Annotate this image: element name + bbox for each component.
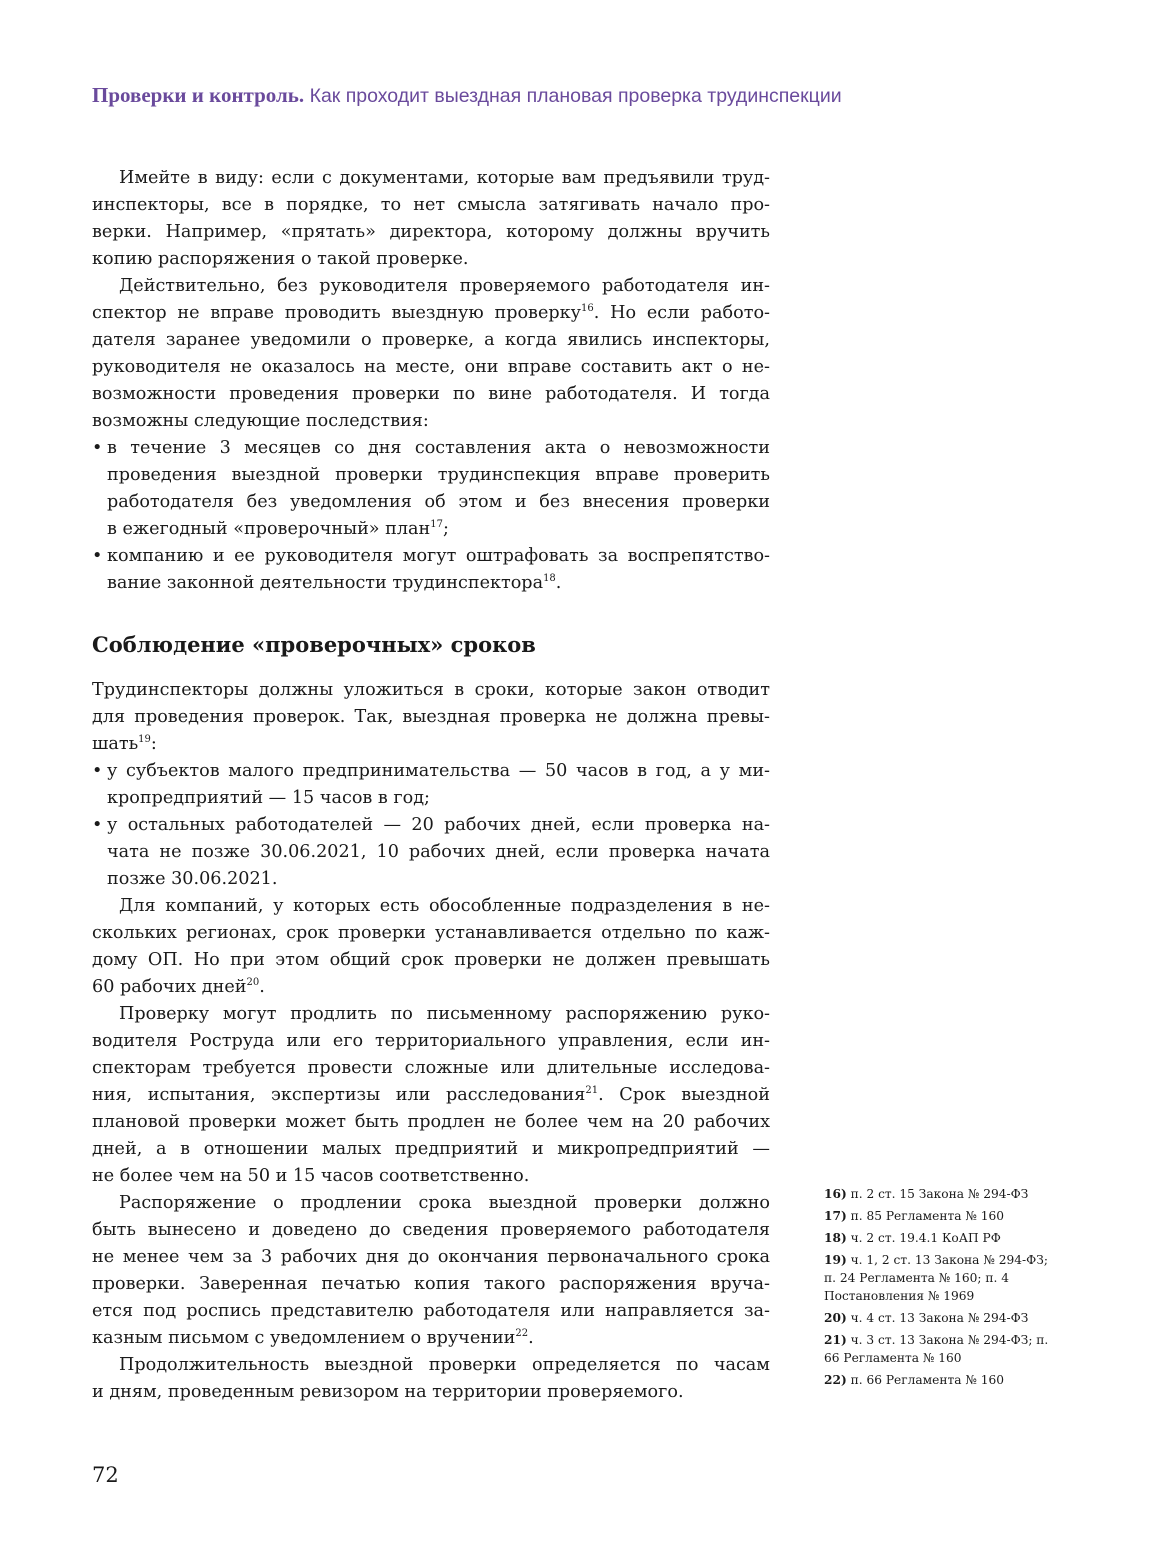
page-number: 72 [92, 1463, 119, 1487]
footnote [824, 1229, 1054, 1247]
text-segment: и дням, проведенным ревизором на территории проверяемого. [92, 1382, 684, 1402]
footnote-text: ч. 1, 2 ст. 13 Закона № 294-ФЗ; п. 24 Регламента № 160; п. 4 Постановления № 1969 [824, 1253, 1048, 1303]
text-line [107, 758, 770, 785]
text-segment: шать [92, 734, 139, 754]
text-line [92, 1271, 770, 1298]
text-segment: . [528, 1328, 534, 1348]
footnote-ref: 18 [543, 573, 556, 585]
text-segment: проведения выездной проверки трудинспекция вправе проверить [107, 465, 770, 485]
text-line [92, 219, 770, 246]
text-line [92, 974, 770, 1001]
text-line [92, 1001, 770, 1028]
running-header [92, 83, 842, 108]
bullet-icon: • [92, 546, 103, 566]
paragraph [92, 273, 770, 435]
text-segment: дателя заранее уведомили о проверке, а когда явились инспекторы, [92, 330, 770, 350]
text-segment: Трудинспекторы должны уложиться в сроки, которые закон отводит [92, 680, 770, 700]
text-segment: плановой проверки может быть продлен не более чем на 20 рабочих [92, 1112, 770, 1132]
text-line [92, 1190, 770, 1217]
text-segment: Продолжительность выездной проверки определяется по часам [119, 1355, 770, 1375]
text-line [92, 1352, 770, 1379]
text-segment: . Но если работо- [593, 303, 770, 323]
footnote-number: 17) [824, 1209, 847, 1223]
text-segment: быть вынесено и доведено до сведения проверяемого работодателя [92, 1220, 770, 1240]
text-segment: дней, а в отношении малых предприятий и микропредприятий — [92, 1139, 770, 1159]
header-section: Проверки и контроль. [92, 83, 305, 107]
text-segment: дому ОП. Но при этом общий срок проверки не должен превышать [92, 950, 770, 970]
text-line [92, 192, 770, 219]
text-segment: чата не позже 30.06.2021, 10 рабочих дней, если проверка начата [107, 842, 770, 862]
text-segment: в течение 3 месяцев со дня составления акта о невозможности [107, 438, 770, 458]
body-text-main [92, 677, 770, 1406]
footnote-number: 18) [824, 1231, 847, 1245]
text-line [107, 785, 770, 812]
paragraph [92, 677, 770, 758]
bullet-icon: • [92, 438, 103, 458]
text-line [107, 570, 770, 597]
text-line [92, 1298, 770, 1325]
text-segment: для проведения проверок. Так, выездная проверка не должна превы- [92, 707, 770, 727]
text-line [107, 435, 770, 462]
text-line [92, 1163, 770, 1190]
footnote-text: п. 2 ст. 15 Закона № 294-ФЗ [846, 1187, 1029, 1201]
footnote-ref: 16 [580, 303, 594, 315]
footnote-number: 19) [824, 1253, 847, 1267]
text-segment: спектор не вправе проводить выездную проверку [92, 303, 581, 323]
text-line [92, 1379, 770, 1406]
text-segment: возможности проведения проверки по вине работодателя. И тогда [92, 384, 770, 404]
text-segment: кропредприятий — 15 часов в год; [107, 788, 430, 808]
footnote-text: ч. 4 ст. 13 Закона № 294-ФЗ [846, 1311, 1029, 1325]
footnote-number: 22) [824, 1373, 847, 1387]
footnote-text: ч. 2 ст. 19.4.1 КоАП РФ [846, 1231, 1001, 1245]
footnote [824, 1309, 1054, 1327]
text-line [92, 1136, 770, 1163]
footnote [824, 1371, 1054, 1389]
paragraph [92, 1352, 770, 1406]
text-line [107, 812, 770, 839]
text-segment: у субъектов малого предпринимательства — 50 часов в год, а у ми- [107, 761, 770, 781]
footnote-ref: 22 [515, 1328, 529, 1340]
footnote-ref: 17 [430, 519, 444, 531]
text-line [92, 1109, 770, 1136]
text-segment: . Срок выездной [598, 1085, 770, 1105]
text-line [92, 1325, 770, 1352]
text-segment: возможны следующие последствия: [92, 411, 429, 431]
text-segment: руководителя не оказалось на месте, они вправе составить акт о не- [92, 357, 770, 377]
text-line [92, 731, 770, 758]
text-segment: ; [443, 519, 449, 539]
paragraph [92, 1001, 770, 1190]
text-segment: Распоряжение о продлении срока выездной проверки должно [119, 1193, 770, 1213]
footnote-ref: 20 [246, 977, 260, 989]
bullet-icon: • [92, 815, 103, 835]
text-line [107, 462, 770, 489]
text-segment: у остальных работодателей — 20 рабочих дней, если проверка на- [107, 815, 770, 835]
text-segment: работодателя без уведомления об этом и без внесения проверки [107, 492, 770, 512]
footnotes [824, 1185, 1054, 1393]
footnote-ref: 19 [138, 734, 151, 746]
paragraph [92, 165, 770, 273]
text-segment: вание законной деятельности трудинспектора [107, 573, 544, 593]
section-heading: Соблюдение «проверочных» сроков [92, 632, 536, 657]
footnote-number: 21) [824, 1333, 847, 1347]
text-segment: позже 30.06.2021. [107, 869, 278, 889]
text-segment: скольких регионах, срок проверки устанавливается отдельно по каж- [92, 923, 770, 943]
text-segment: спекторам требуется провести сложные или длительные исследова- [92, 1058, 770, 1078]
paragraph [92, 893, 770, 1001]
text-line [92, 704, 770, 731]
footnote-text: п. 85 Регламента № 160 [846, 1209, 1005, 1223]
text-segment: не более чем на 50 и 15 часов соответственно. [92, 1166, 530, 1186]
text-segment: . [555, 573, 562, 593]
text-segment: ния, испытания, экспертизы или расследования [92, 1085, 586, 1105]
text-segment: инспекторы, все в порядке, то нет смысла затягивать начало про- [92, 195, 770, 215]
footnote-text: ч. 3 ст. 13 Закона № 294-ФЗ; п. 66 Регламента № 160 [824, 1333, 1049, 1365]
text-segment: копию распоряжения о такой проверке. [92, 249, 469, 269]
text-segment: водителя Роструда или его территориального управления, если ин- [92, 1031, 770, 1051]
text-line [92, 300, 770, 327]
text-segment: проверки. Заверенная печатью копия такого распоряжения вруча- [92, 1274, 770, 1294]
bullet-item [92, 758, 770, 812]
text-segment: Для компаний, у которых есть обособленные подразделения в не- [119, 896, 770, 916]
footnote-text: п. 66 Регламента № 160 [846, 1373, 1005, 1387]
text-line [107, 866, 770, 893]
header-title: Как проходит выездная плановая проверка трудинспекции [309, 85, 842, 107]
footnote [824, 1251, 1054, 1305]
text-line [92, 1055, 770, 1082]
text-line [107, 543, 770, 570]
text-line [92, 1244, 770, 1271]
text-segment: казным письмом с уведомлением о вручении [92, 1328, 516, 1348]
text-line [107, 516, 770, 543]
footnote [824, 1185, 1054, 1203]
footnote-number: 16) [824, 1187, 847, 1201]
bullet-icon: • [92, 761, 103, 781]
bullet-item [92, 543, 770, 597]
text-line [92, 1028, 770, 1055]
text-line [107, 489, 770, 516]
text-line [92, 1217, 770, 1244]
text-segment: Имейте в виду: если с документами, которые вам предъявили труд- [119, 168, 770, 188]
text-line [92, 273, 770, 300]
text-line [92, 920, 770, 947]
footnote [824, 1207, 1054, 1225]
text-line [92, 165, 770, 192]
text-line [92, 327, 770, 354]
text-line [92, 381, 770, 408]
text-line [92, 354, 770, 381]
text-line [92, 1082, 770, 1109]
text-segment: в ежегодный «проверочный» план [107, 519, 431, 539]
text-line [92, 893, 770, 920]
text-segment: 60 рабочих дней [92, 977, 247, 997]
bullet-item [92, 812, 770, 893]
text-segment: Проверку могут продлить по письменному распоряжению руко- [119, 1004, 770, 1024]
text-line [92, 408, 770, 435]
footnote-ref: 21 [585, 1085, 599, 1097]
text-segment: Действительно, без руководителя проверяемого работодателя ин- [119, 276, 770, 296]
text-line [92, 947, 770, 974]
text-segment: не менее чем за 3 рабочих дня до окончания первоначального срока [92, 1247, 770, 1267]
text-line [92, 677, 770, 704]
footnote-number: 20) [824, 1311, 847, 1325]
text-segment: : [150, 734, 157, 754]
text-segment: ется под роспись представителю работодателя или направляется за- [92, 1301, 770, 1321]
text-line [92, 246, 770, 273]
footnote [824, 1331, 1054, 1367]
text-segment: . [259, 977, 265, 997]
body-text-top [92, 165, 770, 597]
text-segment: компанию и ее руководителя могут оштрафовать за воспрепятство- [107, 546, 770, 566]
text-segment: верки. Например, «прятать» директора, которому должны вручить [92, 222, 770, 242]
paragraph [92, 1190, 770, 1352]
text-line [107, 839, 770, 866]
bullet-item [92, 435, 770, 543]
